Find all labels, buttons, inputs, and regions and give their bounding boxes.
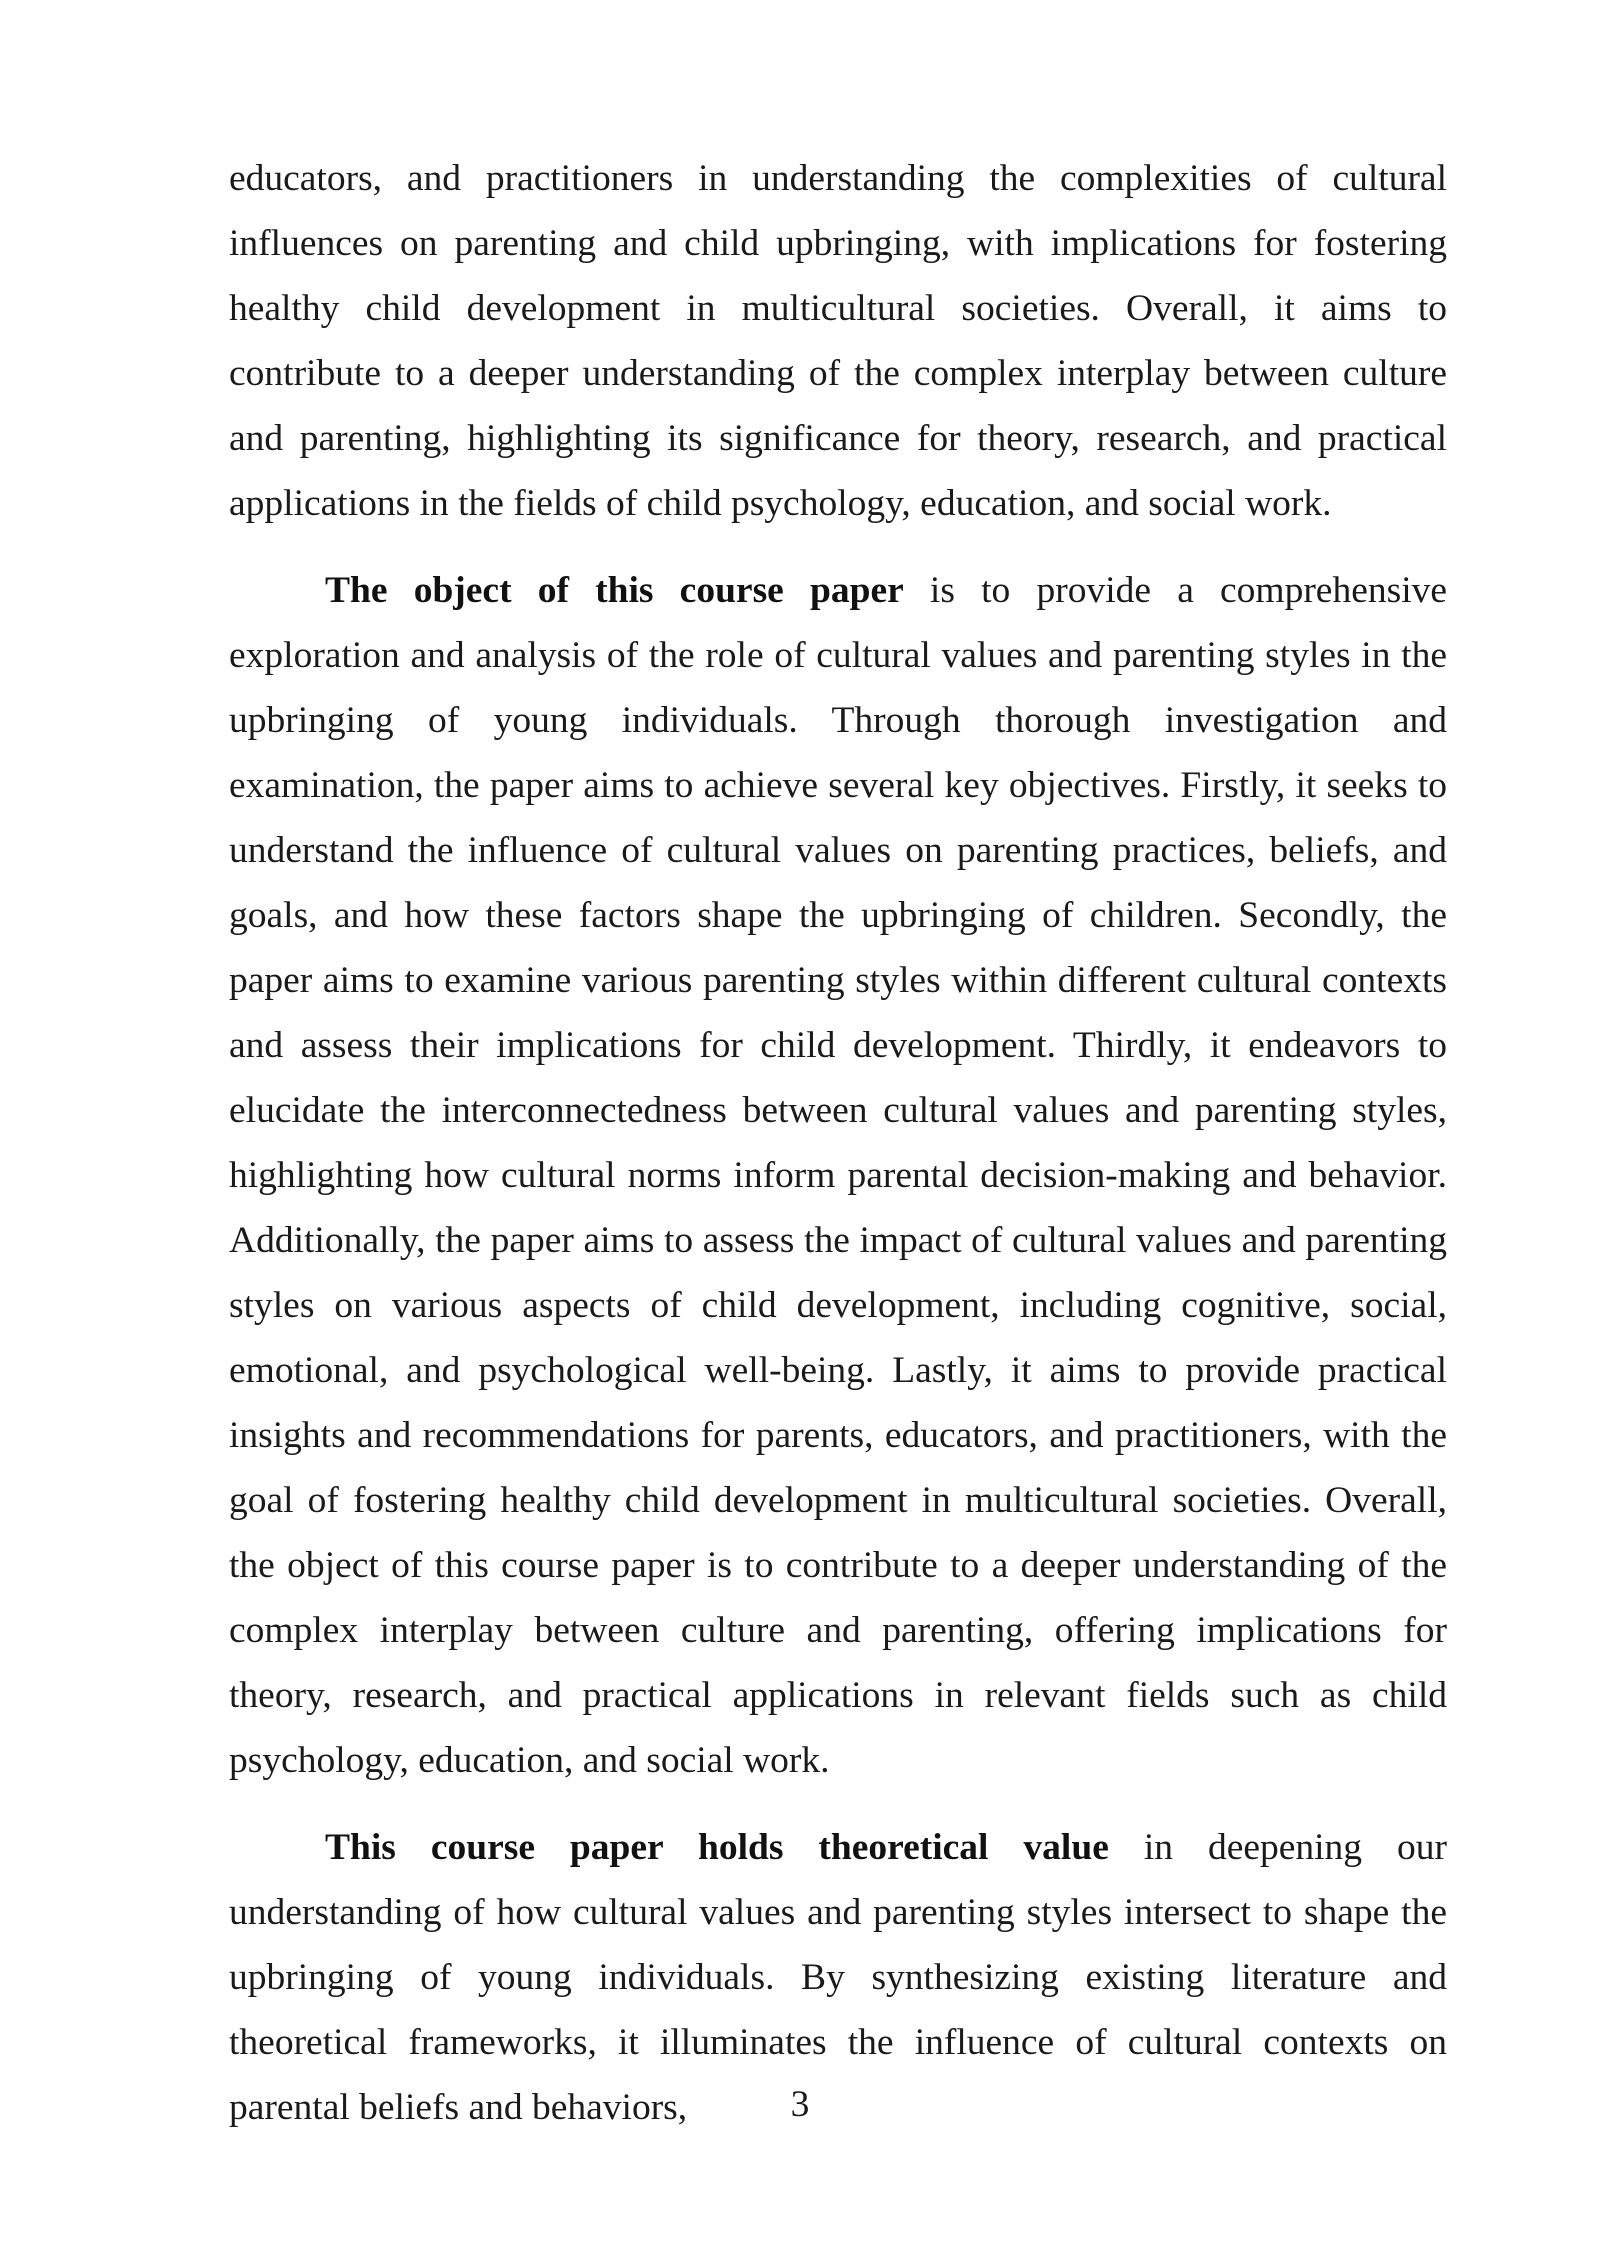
paragraph-text: in deepening our understanding of how cultural values and parenting styles intersect to shape the upbringing of young individuals. By synthesizing existing literature and theoretical frameworks, it illuminates the influence of cultural contexts on parental beliefs and behaviors, (229, 1827, 1448, 2128)
paragraph-text: is to provide a comprehensive exploration and analysis of the role of cultural values and parenting styles in the upbringing of young individuals. Through thorough investigation and examination, the paper aims to achieve several key objectives. Firstly, it seeks to understand the influence of cultural values on parenting practices, beliefs, and goals, and how these factors shape the upbringing of children. Secondly, the paper aims to examine various parenting styles within different cultural contexts and assess their implications for child development. Thirdly, it endeavors to elucidate the interconnectedness between cultural values and parenting styles, highlighting how cultural norms inform parental decision-making and behavior. Additionally, the paper aims to assess the impact of cultural values and parenting styles on various aspects of child development, including cognitive, social, emotional, and psychological well-being. Lastly, it aims to provide practical insights and recommendations for parents, educators, and practitioners, with the goal of fostering healthy child development in multicultural societies. Overall, the object of this course paper is to contribute to a deeper understanding of the complex interplay between culture and parenting, offering implications for theory, research, and practical applications in relevant fields such as child psychology, education, and social work. (229, 570, 1448, 1781)
body-text (229, 146, 1447, 2140)
page-number: 3 (790, 2084, 810, 2125)
paragraph-lead-bold: This course paper holds theoretical value (325, 1827, 1109, 1868)
paragraph-continuation (229, 146, 1447, 536)
paragraph-text: educators, and practitioners in understanding the complexities of cultural influences on parenting and child upbringing, with implications for fostering healthy child development in multicultural societies. Overall, it aims to contribute to a deeper understanding of the complex interplay between culture and parenting, highlighting its significance for theory, research, and practical applications in the fields of child psychology, education, and social work. (229, 158, 1447, 524)
paragraph-lead-bold: The object of this course paper (325, 570, 904, 611)
paragraph-object (229, 558, 1447, 1793)
